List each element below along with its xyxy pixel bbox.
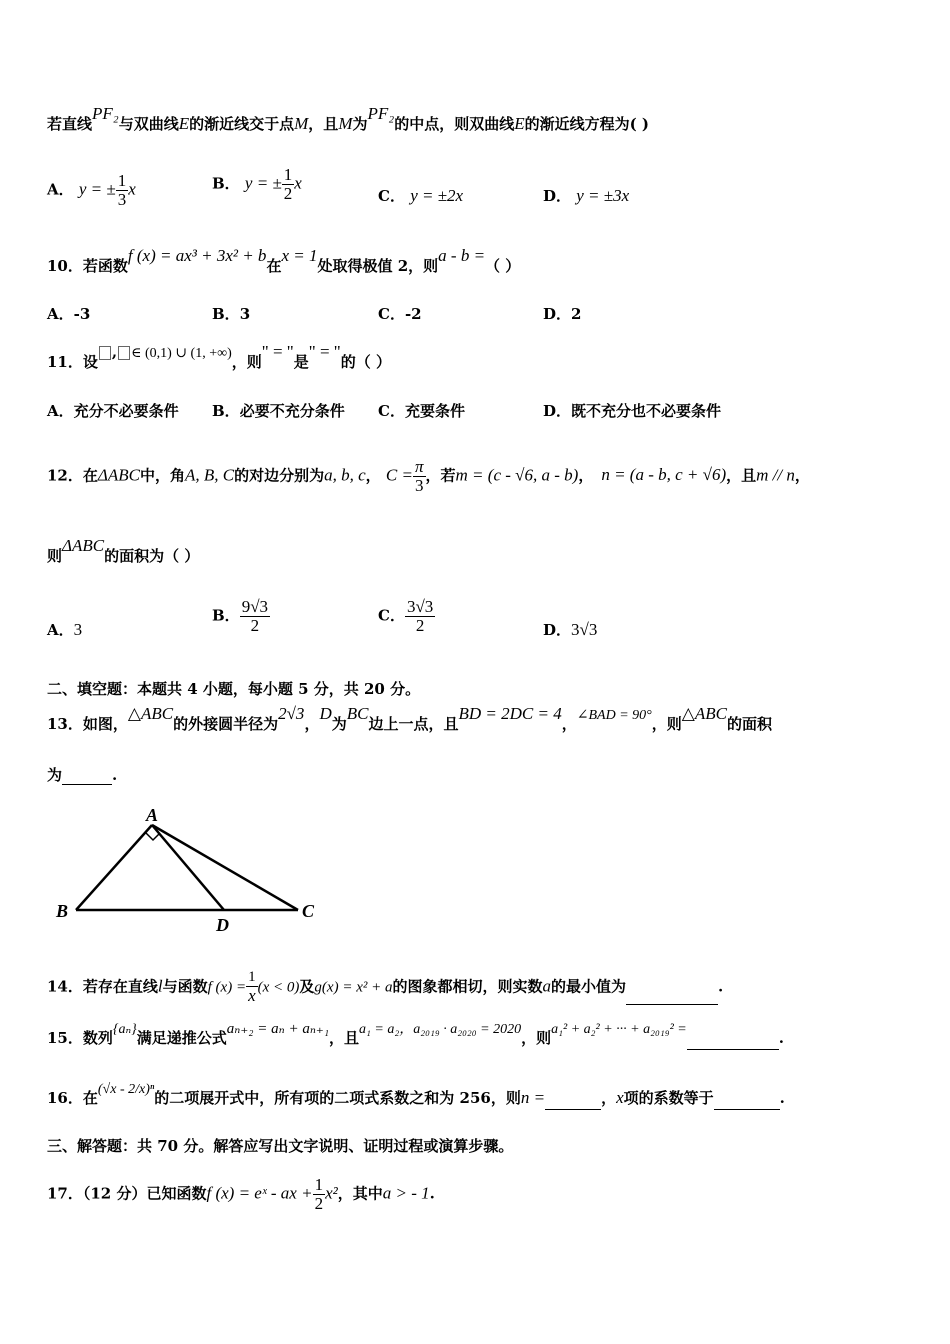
label-c: C	[302, 901, 315, 921]
q12-stem-line2: 则ΔABC的面积为（ ）	[47, 536, 200, 565]
q11-option-d[interactable]: D．既不充分也不必要条件	[543, 402, 722, 420]
side-ab	[76, 825, 152, 910]
q12-option-b[interactable]: B． $\frac{9√3}{2}$	[212, 597, 269, 635]
answer-blank[interactable]	[714, 1095, 780, 1110]
q13-stem-line2: 为 .	[47, 766, 118, 784]
q9-stem: 若直线PF₂与双曲线E的渐近线交于点M，且M为PF₂的中点，则双曲线E的渐近线方程为( )	[47, 104, 650, 133]
placeholder-box-icon	[118, 346, 130, 360]
section-3-heading: 三、解答题：共 70 分。解答应写出文字说明、证明过程或演算步骤。	[47, 1137, 514, 1155]
segment-ad	[152, 825, 224, 910]
answer-blank[interactable]	[687, 1035, 779, 1050]
q10-option-a[interactable]: A．-3	[47, 305, 91, 323]
q9-option-c[interactable]: C． y = ±2x	[378, 186, 464, 205]
q14-stem: 14．若存在直线l与函数f (x) = $\frac{1}{x}$ (x < 0)及g(x) = x² + a的图象都相切，则实数a的最小值为 .	[47, 969, 724, 1005]
label-a: A	[146, 805, 159, 825]
q16-stem: 16．在(√x - 2/x)ⁿ的二项展开式中，所有项的二项式系数之和为 256，则n = ，x项的系数等于 .	[47, 1088, 785, 1110]
q11-stem: 11．设, ∈ (0,1) ∪ (1, +∞)，则" = "是" = "的（ ）	[47, 342, 391, 371]
right-angle-mark	[146, 833, 160, 840]
q9-option-b[interactable]: B． y = ± $\frac{1}{2}$ x	[212, 165, 302, 203]
answer-blank[interactable]	[545, 1095, 601, 1110]
q10-option-c[interactable]: C．-2	[378, 305, 422, 323]
side-ac	[152, 825, 298, 910]
q12-option-d[interactable]: D．3√3	[543, 620, 598, 639]
q9-option-d[interactable]: D． y = ±3x	[543, 186, 630, 205]
q17-stem: 17．（12 分）已知函数f (x) = eˣ - ax + $\frac{1}{2}$ x²，其中a > - 1.	[47, 1175, 435, 1213]
q15-stem: 15．数列{aₙ}满足递推公式aₙ₊₂ = aₙ + aₙ₊₁，且a₁ = a₂，a₂₀₁₉ · a₂₀₂₀ = 2020，则a₁² + a₂² + ··· + a₂₀₁₉² = .	[47, 1028, 784, 1050]
q12-option-a[interactable]: A．3	[47, 620, 83, 639]
triangle-figure	[50, 803, 330, 933]
q9-option-a[interactable]: A． y = ± $\frac{1}{3}$ x	[47, 171, 136, 209]
section-2-heading: 二、填空题：本题共 4 小题，每小题 5 分，共 20 分。	[47, 680, 421, 698]
label-d: D	[216, 915, 229, 933]
q11-option-c[interactable]: C．充要条件	[378, 402, 465, 420]
answer-blank[interactable]	[626, 990, 718, 1005]
q12-option-c[interactable]: C． $\frac{3√3}{2}$	[378, 597, 434, 635]
q12-stem: 12．在ΔABC中，角A, B, C的对边分别为a, b, c， C = $\frac{\pi}{3}$ ，若m = (c - √6, a - b)， n = (a - b, c + √6)，且m // n，	[47, 457, 810, 495]
q10-option-b[interactable]: B．3	[212, 305, 251, 323]
q10-option-d[interactable]: D．2	[543, 305, 582, 323]
label-b: B	[56, 901, 69, 921]
q10-stem: 10．若函数f (x) = ax³ + 3x² + b在x = 1处取得极值 2，则a - b =（ ）	[47, 246, 521, 275]
q11-option-a[interactable]: A．充分不必要条件	[47, 402, 179, 420]
answer-blank[interactable]	[62, 770, 112, 785]
q11-option-b[interactable]: B．必要不充分条件	[212, 402, 345, 420]
placeholder-box-icon	[99, 346, 111, 360]
q13-stem: 13．如图，△ABC的外接圆半径为2√3，D为BC边上一点，且BD = 2DC = 4，∠BAD = 90°，则△ABC的面积	[47, 704, 772, 733]
